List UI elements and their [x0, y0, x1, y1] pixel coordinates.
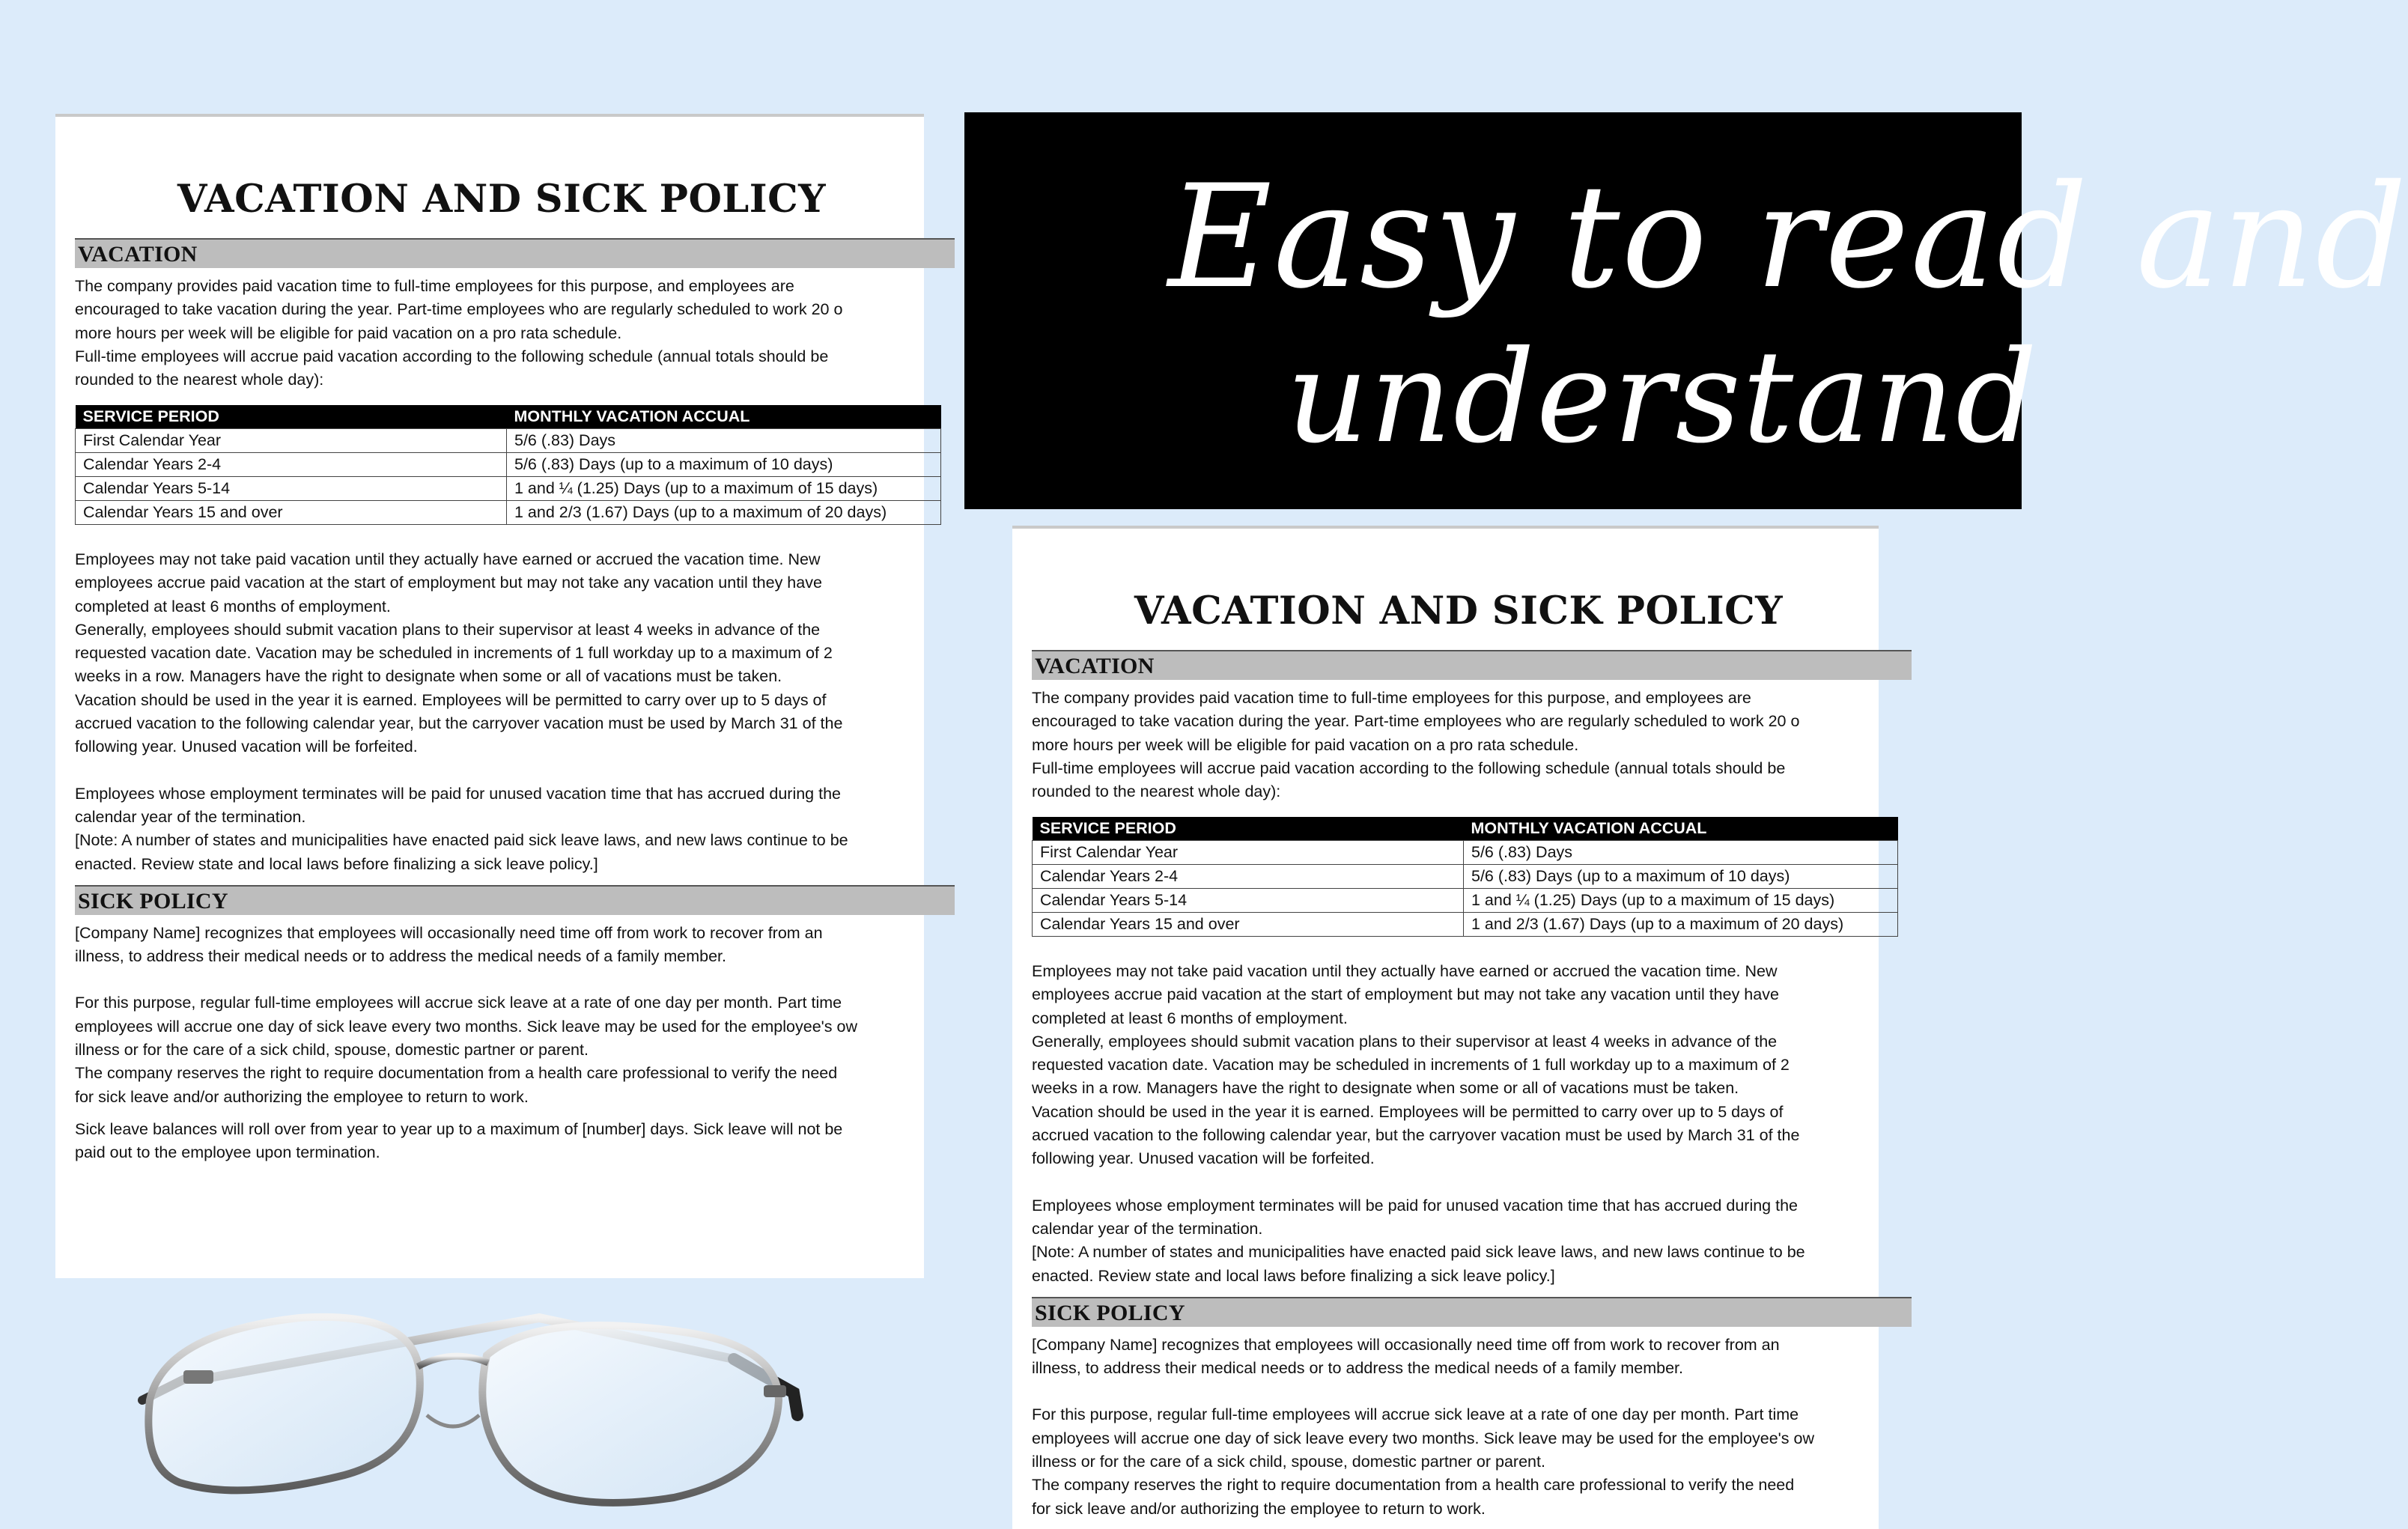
vacation-rules: [75, 548, 955, 759]
policy-document-right: [1012, 526, 1879, 1529]
text-line: more hours per week will be eligible for paid vacation on a pro rata schedule.: [75, 323, 622, 342]
text-line: weeks in a row. Managers have the right to designate when some or all of vacations must be taken.: [75, 667, 782, 686]
text-line: employees accrue paid vacation at the start of employment but may not take any vacation until they have: [1032, 985, 1779, 1004]
table-cell: 1 and 2/3 (1.67) Days (up to a maximum of 20 days): [507, 500, 941, 524]
table-row: [76, 428, 941, 452]
table-cell: Calendar Years 2-4: [1033, 864, 1464, 888]
policy-document-left: [55, 114, 924, 1278]
text-line: illness, to address their medical needs or to address the medical needs of a family member.: [1032, 1359, 1683, 1378]
text-line: accrued vacation to the following calendar year, but the carryover vacation must be used by March 31 of the: [1032, 1126, 1800, 1145]
text-line: Employees whose employment terminates will be paid for unused vacation time that has accrued during the: [75, 784, 841, 803]
vacation-intro: [75, 275, 955, 392]
text-line: requested vacation date. Vacation may be scheduled in increments of 1 full workday up to a maximum of 2: [1032, 1056, 1790, 1074]
text-line: employees will accrue one day of sick leave every two months. Sick leave may be used for the employee's ow: [1032, 1429, 1814, 1447]
sick-balance: [75, 1118, 955, 1165]
table-cell: 5/6 (.83) Days (up to a maximum of 10 days): [1464, 864, 1898, 888]
termination-note: [1032, 1194, 1912, 1288]
table-row: [1033, 840, 1898, 864]
text-line: The company provides paid vacation time to full-time employees for this purpose, and employees are: [1032, 689, 1751, 707]
table-cell: 5/6 (.83) Days (up to a maximum of 10 days): [507, 452, 941, 476]
text-line: encouraged to take vacation during the year. Part-time employees who are regularly scheduled to work 20 o: [75, 300, 843, 319]
text-line: The company provides paid vacation time to full-time employees for this purpose, and employees are: [75, 277, 794, 295]
table-row: [76, 500, 941, 524]
text-line: enacted. Review state and local laws before finalizing a sick leave policy.]: [1032, 1266, 1555, 1285]
text-line: illness or for the care of a sick child, spouse, domestic partner or parent.: [75, 1041, 589, 1060]
table-header-row: [1033, 817, 1898, 840]
table-cell: 1 and 2/3 (1.67) Days (up to a maximum of 20 days): [1464, 912, 1898, 936]
text-line: more hours per week will be eligible for paid vacation on a pro rata schedule.: [1032, 735, 1579, 754]
sick-intro: [1032, 1334, 1912, 1381]
text-line: requested vacation date. Vacation may be scheduled in increments of 1 full workday up to a maximum of 2: [75, 644, 833, 663]
table-cell: 5/6 (.83) Days: [507, 428, 941, 452]
column-header: SERVICE PERIOD: [1033, 817, 1464, 840]
document-title: VACATION AND SICK POLICY: [1134, 589, 1784, 633]
text-line: Employees whose employment terminates will be paid for unused vacation time that has accrued during the: [1032, 1196, 1798, 1215]
column-header: SERVICE PERIOD: [76, 405, 507, 428]
text-line: enacted. Review state and local laws before finalizing a sick leave policy.]: [75, 854, 598, 873]
text-line: calendar year of the termination.: [75, 807, 306, 826]
text-line: Sick leave balances will roll over from year to year up to a maximum of [number] days. Sick leave will not be: [75, 1119, 843, 1138]
document-title: VACATION AND SICK POLICY: [177, 177, 827, 222]
sick-accrual: [75, 991, 955, 1108]
text-line: encouraged to take vacation during the year. Part-time employees who are regularly scheduled to work 20 o: [1032, 712, 1800, 731]
text-line: employees will accrue one day of sick leave every two months. Sick leave may be used for the employee's ow: [75, 1017, 857, 1036]
table-cell: Calendar Years 2-4: [76, 452, 507, 476]
text-line: weeks in a row. Managers have the right to designate when some or all of vacations must be taken.: [1032, 1079, 1739, 1098]
sick-policy-heading: SICK POLICY: [75, 885, 955, 915]
text-line: illness or for the care of a sick child, spouse, domestic partner or parent.: [1032, 1453, 1545, 1471]
text-line: following year. Unused vacation will be forfeited.: [75, 738, 418, 756]
text-line: rounded to the nearest whole day):: [1032, 782, 1281, 801]
text-line: following year. Unused vacation will be forfeited.: [1032, 1149, 1375, 1168]
table-cell: 1 and ¼ (1.25) Days (up to a maximum of 15 days): [1464, 888, 1898, 912]
table-cell: Calendar Years 15 and over: [1033, 912, 1464, 936]
table-cell: Calendar Years 15 and over: [76, 500, 507, 524]
table-cell: Calendar Years 5-14: [76, 476, 507, 500]
text-line: Vacation should be used in the year it is earned. Employees will be permitted to carry over up to 5 days of: [75, 690, 827, 709]
text-line: Generally, employees should submit vacation plans to their supervisor at least 4 weeks in advance of the: [75, 620, 821, 639]
text-line: Vacation should be used in the year it is earned. Employees will be permitted to carry over up to 5 days of: [1032, 1102, 1784, 1121]
text-line: completed at least 6 months of employment.: [75, 597, 391, 615]
column-header: MONTHLY VACATION ACCUAL: [1464, 817, 1898, 840]
text-line: For this purpose, regular full-time employees will accrue sick leave at a rate of one day per month. Part time: [1032, 1405, 1799, 1424]
eyeglasses-image: [120, 1288, 869, 1516]
text-line: The company reserves the right to require documentation from a health care professional to verify the need: [1032, 1476, 1795, 1495]
table-cell: First Calendar Year: [1033, 840, 1464, 864]
sick-policy-heading: SICK POLICY: [1032, 1297, 1912, 1327]
table-row: [1033, 864, 1898, 888]
vacation-schedule-table: [75, 405, 941, 525]
text-line: Employees may not take paid vacation until they actually have earned or accrued the vacation time. New: [75, 550, 821, 568]
table-cell: 1 and ¼ (1.25) Days (up to a maximum of 15 days): [507, 476, 941, 500]
text-line: calendar year of the termination.: [1032, 1219, 1263, 1238]
text-line: paid out to the employee upon termination.: [75, 1143, 380, 1162]
text-line: rounded to the nearest whole day):: [75, 371, 324, 389]
banner-text-line2: understand: [1286, 323, 2039, 472]
vacation-heading: VACATION: [75, 238, 955, 268]
text-line: completed at least 6 months of employment.: [1032, 1009, 1348, 1027]
table-row: [1033, 912, 1898, 936]
table-header-row: [76, 405, 941, 428]
table-cell: First Calendar Year: [76, 428, 507, 452]
termination-note: [75, 782, 955, 876]
text-line: Employees may not take paid vacation until they actually have earned or accrued the vacation time. New: [1032, 961, 1778, 980]
text-line: [Company Name] recognizes that employees will occasionally need time off from work to recover from an: [1032, 1335, 1780, 1354]
vacation-schedule-table: [1032, 817, 1898, 937]
text-line: Full-time employees will accrue paid vacation according to the following schedule (annual totals should be: [75, 347, 829, 365]
text-line: accrued vacation to the following calendar year, but the carryover vacation must be used by March 31 of the: [75, 714, 843, 733]
text-line: for sick leave and/or authorizing the employee to return to work.: [1032, 1499, 1486, 1518]
text-line: illness, to address their medical needs or to address the medical needs of a family member.: [75, 947, 726, 966]
column-header: MONTHLY VACATION ACCUAL: [507, 405, 941, 428]
text-line: Full-time employees will accrue paid vacation according to the following schedule (annual totals should be: [1032, 759, 1786, 777]
banner-text-line1: Easy to read and: [1168, 154, 2408, 320]
table-cell: Calendar Years 5-14: [1033, 888, 1464, 912]
document-content: [75, 177, 955, 1165]
table-row: [76, 476, 941, 500]
vacation-heading: VACATION: [1032, 650, 1912, 680]
text-line: [Note: A number of states and municipalities have enacted paid sick leave laws, and new laws continue to be: [1032, 1243, 1805, 1262]
vacation-rules: [1032, 960, 1912, 1171]
vacation-intro: [1032, 687, 1912, 803]
text-line: for sick leave and/or authorizing the employee to return to work.: [75, 1087, 529, 1106]
promo-banner: [964, 112, 2408, 509]
text-line: employees accrue paid vacation at the start of employment but may not take any vacation until they have: [75, 574, 822, 592]
table-cell: 5/6 (.83) Days: [1464, 840, 1898, 864]
sick-intro: [75, 922, 955, 969]
table-row: [76, 452, 941, 476]
table-row: [1033, 888, 1898, 912]
text-line: For this purpose, regular full-time employees will accrue sick leave at a rate of one day per month. Part time: [75, 994, 842, 1012]
text-line: [Note: A number of states and municipalities have enacted paid sick leave laws, and new laws continue to be: [75, 831, 848, 850]
text-line: Generally, employees should submit vacation plans to their supervisor at least 4 weeks in advance of the: [1032, 1032, 1778, 1051]
sick-accrual: [1032, 1403, 1912, 1520]
text-line: The company reserves the right to require documentation from a health care professional to verify the need: [75, 1064, 838, 1083]
document-content: [1032, 589, 1912, 1521]
text-line: [Company Name] recognizes that employees will occasionally need time off from work to recover from an: [75, 923, 823, 942]
